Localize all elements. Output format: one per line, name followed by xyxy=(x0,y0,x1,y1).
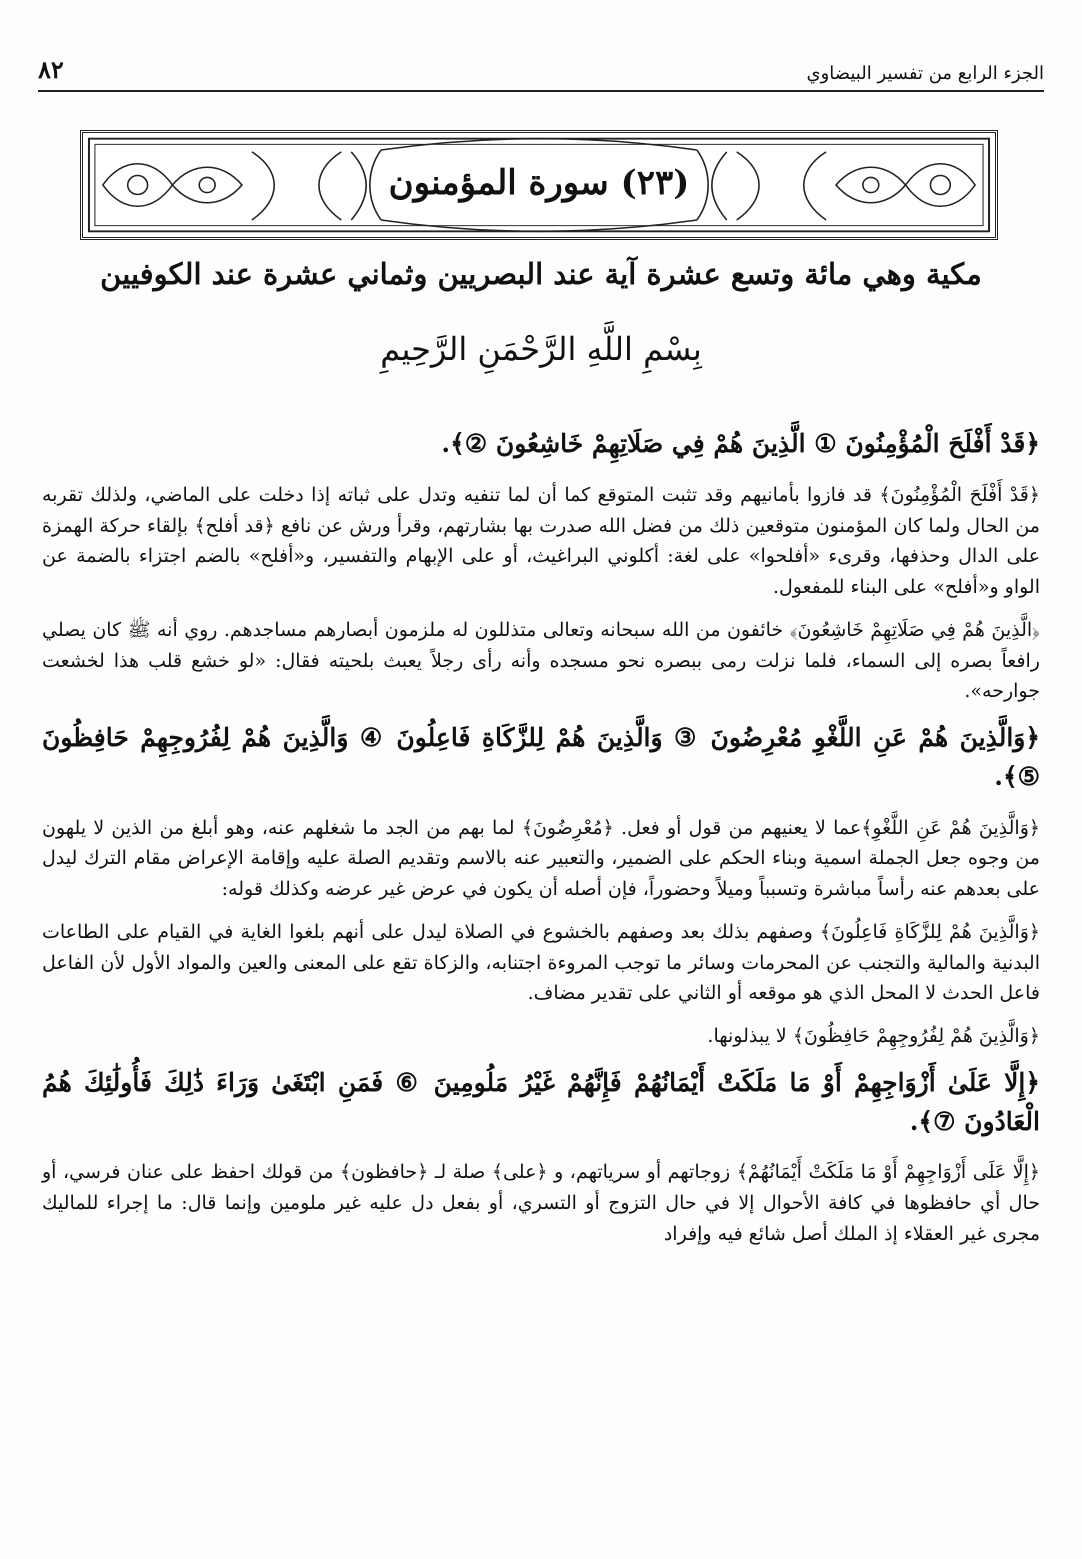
surah-banner xyxy=(80,130,998,240)
commentary-6: ﴿إِلَّا عَلَى أَزْوَاجِهِمْ أَوْ مَا مَلَكَتْ أَيْمَانُهُمْ﴾ زوجاتهم أو سرياتهم، و ﴿على﴾ صلة لـ ﴿حافظون﴾ من قولك احفظ على عنان فرسي، أو حال أي حافظوها في كافة الأحوال إلا في حال التزوج أو التسري، أو بفعل دل عليه غير ملومين وإنما قال: ما إجراء للماليك مجرى غير العقلاء إذ الملك أصل شائع فيه وإفراد xyxy=(42,1161,1040,1245)
surah-subtitle: مكية وهي مائة وتسع عشرة آية عند البصريين وثماني عشرة عند الكوفيين xyxy=(100,257,982,291)
commentary-1: ﴿قَدْ أَفْلَحَ الْمُؤْمِنُونَ﴾ قد فازوا بأمانيهم وقد تثبت المتوقع كما أن لما تنفيه وتدل على ثباته إذا دخلت على الماضي، ولذلك تقربه من الحال ولما كان المؤمنون متوقعين ذلك من فضل الله صدرت بها بشارتهم، وقرأ ورش عن نافع ﴿قد أفلح﴾ بإلقاء حركة الهمزة على الدال وحذفها، وقرىء «أفلحوا» على لغة: أكلوني البراغيث، أو على الإبهام والتفسير، و«أفلح» بالضم اجتزاء بالضمة عن الواو و«أفلح» على البناء للمفعول. xyxy=(42,483,1040,599)
page-header xyxy=(38,52,1044,92)
verse-6-7: ﴿إِلَّا عَلَىٰ أَزْوَاجِهِمْ أَوْ مَا مَلَكَتْ أَيْمَانُهُمْ فَإِنَّهُمْ غَيْرُ مَلُومِينَ ⑥ فَمَنِ ابْتَغَىٰ وَرَاءَ ذَٰلِكَ فَأُولَٰئِكَ هُمُ الْعَادُونَ ⑦﴾. xyxy=(42,1067,1040,1136)
commentary-3: ﴿وَالَّذِينَ هُمْ عَنِ اللَّغْوِ﴾عما لا يعنيهم من قول أو فعل. ﴿مُعْرِضُونَ﴾ لما بهم من الجد ما شغلهم عنه، وهو أبلغ من الذين لا يلهون من وجوه جعل الجملة اسمية وبناء الحكم على الضمير، والتعبير عنه بالاسم وتقديم الصلة عليه وإقامة الإعراض مقام الترك ليدل على بعدهم عنه رأساً مباشرة وتسبباً وميلاً وحضوراً، فإن أصله أن يكون في عرض غير عرضه وكذلك قوله: xyxy=(42,816,1040,901)
verse-3-5: ﴿وَالَّذِينَ هُمْ عَنِ اللَّغْوِ مُعْرِضُونَ ③ وَالَّذِينَ هُمْ لِلزَّكَاةِ فَاعِلُونَ ④ وَالَّذِينَ هُمْ لِفُرُوجِهِمْ حَافِظُونَ ⑤﴾. xyxy=(42,723,1040,791)
commentary-5: ﴿وَالَّذِينَ هُمْ لِفُرُوجِهِمْ حَافِظُونَ﴾ لا يبذلونها. xyxy=(707,1025,1040,1048)
verse-1-2: ﴿قَدْ أَفْلَحَ الْمُؤْمِنُونَ ① الَّذِينَ هُمْ فِي صَلَاتِهِمْ خَاشِعُونَ ②﴾. xyxy=(441,429,1040,458)
page-number: ٨٢ xyxy=(38,55,64,84)
commentary-4: ﴿وَالَّذِينَ هُمْ لِلزَّكَاةِ فَاعِلُونَ﴾ وصفهم بذلك بعد وصفهم بالخشوع في الصلاة ليدل على أنهم بلغوا الغاية في القيام على الطاعات البدنية والمالية والتجنب عن المحرمات وسائر ما توجب المروءة اجتنابه، والزكاة تقع على المعنى والعين والمواد الأول لأن الفاعل فاعل الحدث لا المحل الذي هو موقعه أو الثاني على تقدير مضاف. xyxy=(42,920,1040,1005)
basmala: بِسْمِ اللَّهِ الرَّحْمَنِ الرَّحِيمِ xyxy=(380,330,702,368)
page-body xyxy=(42,425,1040,1262)
running-title: الجزء الرابع من تفسير البيضاوي xyxy=(806,63,1044,84)
surah-title: (٢٣) سورة المؤمنون xyxy=(388,163,690,203)
commentary-2: ﴿الَّذِينَ هُمْ فِي صَلَاتِهِمْ خَاشِعُونَ﴾ خائفون من الله سبحانه وتعالى متذللون له ملزمون أبصارهم مساجدهم. روي أنه ﷺ كان يصلي رافعاً بصره إلى السماء، فلما نزلت رمى ببصره نحو مسجده وأنه رأى رجلاً يعبث بلحيته فقال: «لو خشع قلب هذا لخشعت جوارحه». xyxy=(42,618,1040,703)
